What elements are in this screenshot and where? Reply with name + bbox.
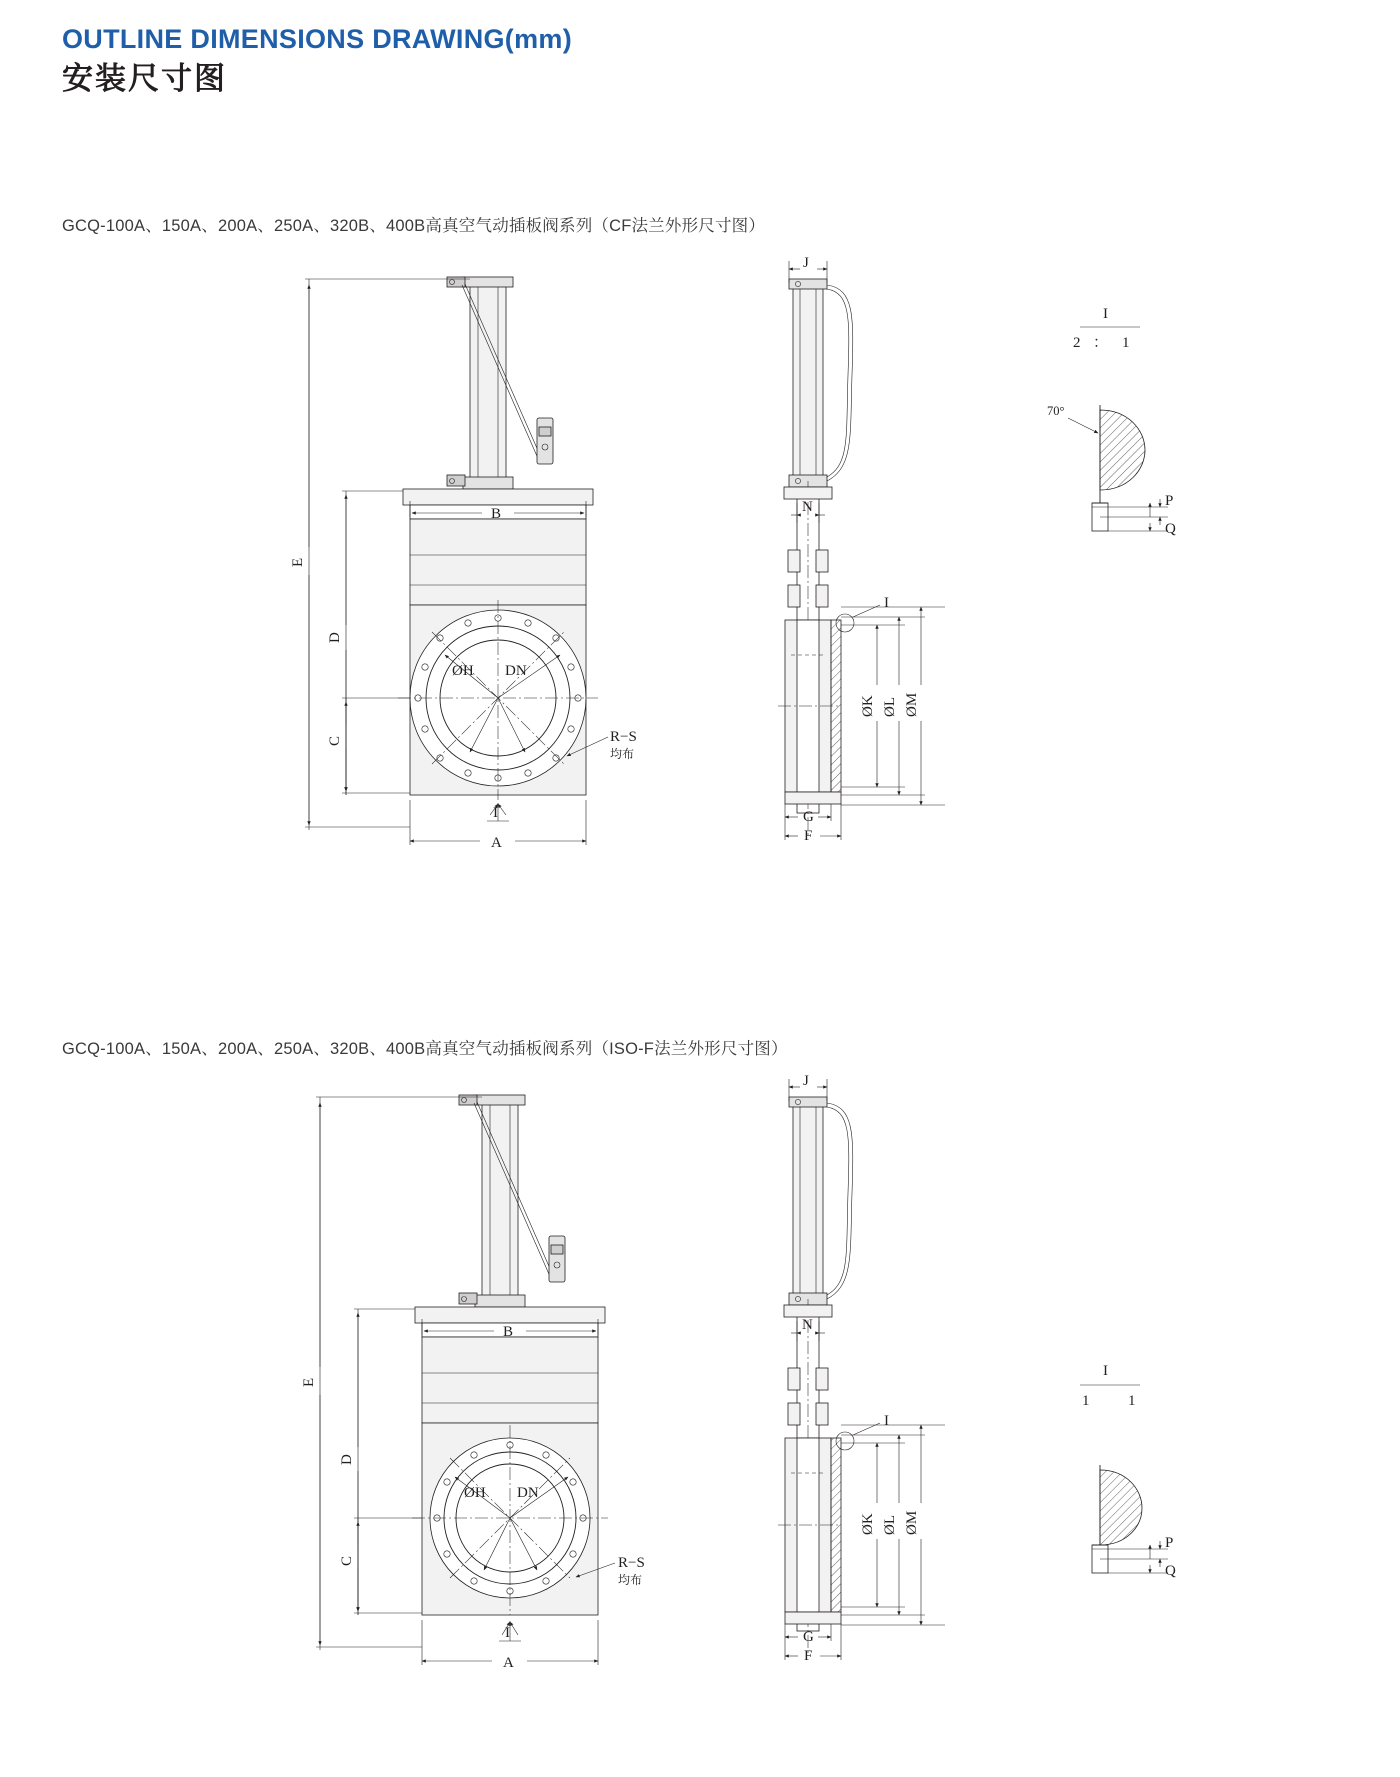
svg-text:I: I — [1103, 1363, 1108, 1379]
svg-text:C: C — [339, 1555, 355, 1566]
svg-text:ØL: ØL — [882, 697, 898, 717]
svg-text:：: ： — [1093, 335, 1109, 351]
page-title-cn: 安装尺寸图 — [62, 61, 227, 97]
svg-text:ØH: ØH — [464, 1485, 486, 1501]
drawing-isof-flange — [0, 1075, 1400, 1735]
svg-text:1: 1 — [1082, 1393, 1090, 1409]
svg-text:ØH: ØH — [452, 663, 474, 679]
svg-text:I: I — [493, 805, 498, 821]
svg-text:P: P — [1165, 1535, 1174, 1551]
front-view-cf — [290, 277, 637, 851]
svg-text:I: I — [884, 595, 889, 611]
svg-text:Q: Q — [1165, 521, 1176, 537]
svg-text:A: A — [491, 835, 502, 851]
svg-text:E: E — [301, 1377, 317, 1387]
svg-text:E: E — [290, 557, 306, 567]
svg-text:D: D — [339, 1454, 355, 1465]
svg-text:B: B — [491, 506, 502, 522]
section-caption-isof: GCQ-100A、150A、200A、250A、320B、400B高真空气动插板阀系列（ISO-F法兰外形尺寸图） — [62, 1040, 788, 1058]
front-view-isof — [301, 1095, 645, 1671]
section-caption-cf: GCQ-100A、150A、200A、250A、320B、400B高真空气动插板阀系列（CF法兰外形尺寸图） — [62, 217, 766, 235]
svg-text:I: I — [505, 1625, 510, 1641]
svg-text:J: J — [803, 255, 809, 271]
svg-text:均布: 均布 — [610, 747, 635, 761]
svg-text:DN: DN — [517, 1485, 539, 1501]
svg-text:ØK: ØK — [860, 1513, 876, 1535]
svg-text:J: J — [803, 1075, 809, 1089]
svg-text:D: D — [327, 632, 343, 643]
svg-text:A: A — [503, 1655, 514, 1671]
svg-text:2: 2 — [1073, 335, 1081, 351]
svg-text:DN: DN — [505, 663, 527, 679]
svg-text:P: P — [1165, 493, 1174, 509]
svg-text:1: 1 — [1128, 1393, 1136, 1409]
detail-view-cf — [1047, 306, 1176, 537]
svg-text:均布: 均布 — [618, 1573, 643, 1587]
svg-text:N: N — [802, 499, 813, 515]
svg-text:ØM: ØM — [904, 1510, 920, 1535]
svg-text:1: 1 — [1122, 335, 1130, 351]
page-header — [62, 24, 572, 99]
detail-view-isof — [1080, 1363, 1176, 1579]
svg-text:70°: 70° — [1047, 404, 1065, 418]
side-view-isof — [778, 1075, 945, 1664]
svg-text:R−S: R−S — [610, 729, 637, 745]
svg-text:B: B — [503, 1324, 514, 1340]
svg-text:ØM: ØM — [904, 692, 920, 717]
svg-text:I: I — [884, 1413, 889, 1429]
page-title-en: OUTLINE DIMENSIONS DRAWING(mm) — [62, 24, 573, 54]
svg-text:C: C — [327, 735, 343, 746]
svg-text:ØL: ØL — [882, 1515, 898, 1535]
svg-text:N: N — [802, 1317, 813, 1333]
svg-text:G: G — [803, 1629, 814, 1645]
svg-text:F: F — [804, 828, 813, 844]
svg-text:G: G — [803, 809, 814, 825]
side-view-cf — [778, 255, 945, 844]
svg-text:Q: Q — [1165, 1563, 1176, 1579]
drawing-cf-flange — [0, 255, 1400, 915]
svg-text:ØK: ØK — [860, 695, 876, 717]
svg-text:I: I — [1103, 306, 1108, 322]
svg-text:F: F — [804, 1648, 813, 1664]
svg-text:R−S: R−S — [618, 1555, 645, 1571]
